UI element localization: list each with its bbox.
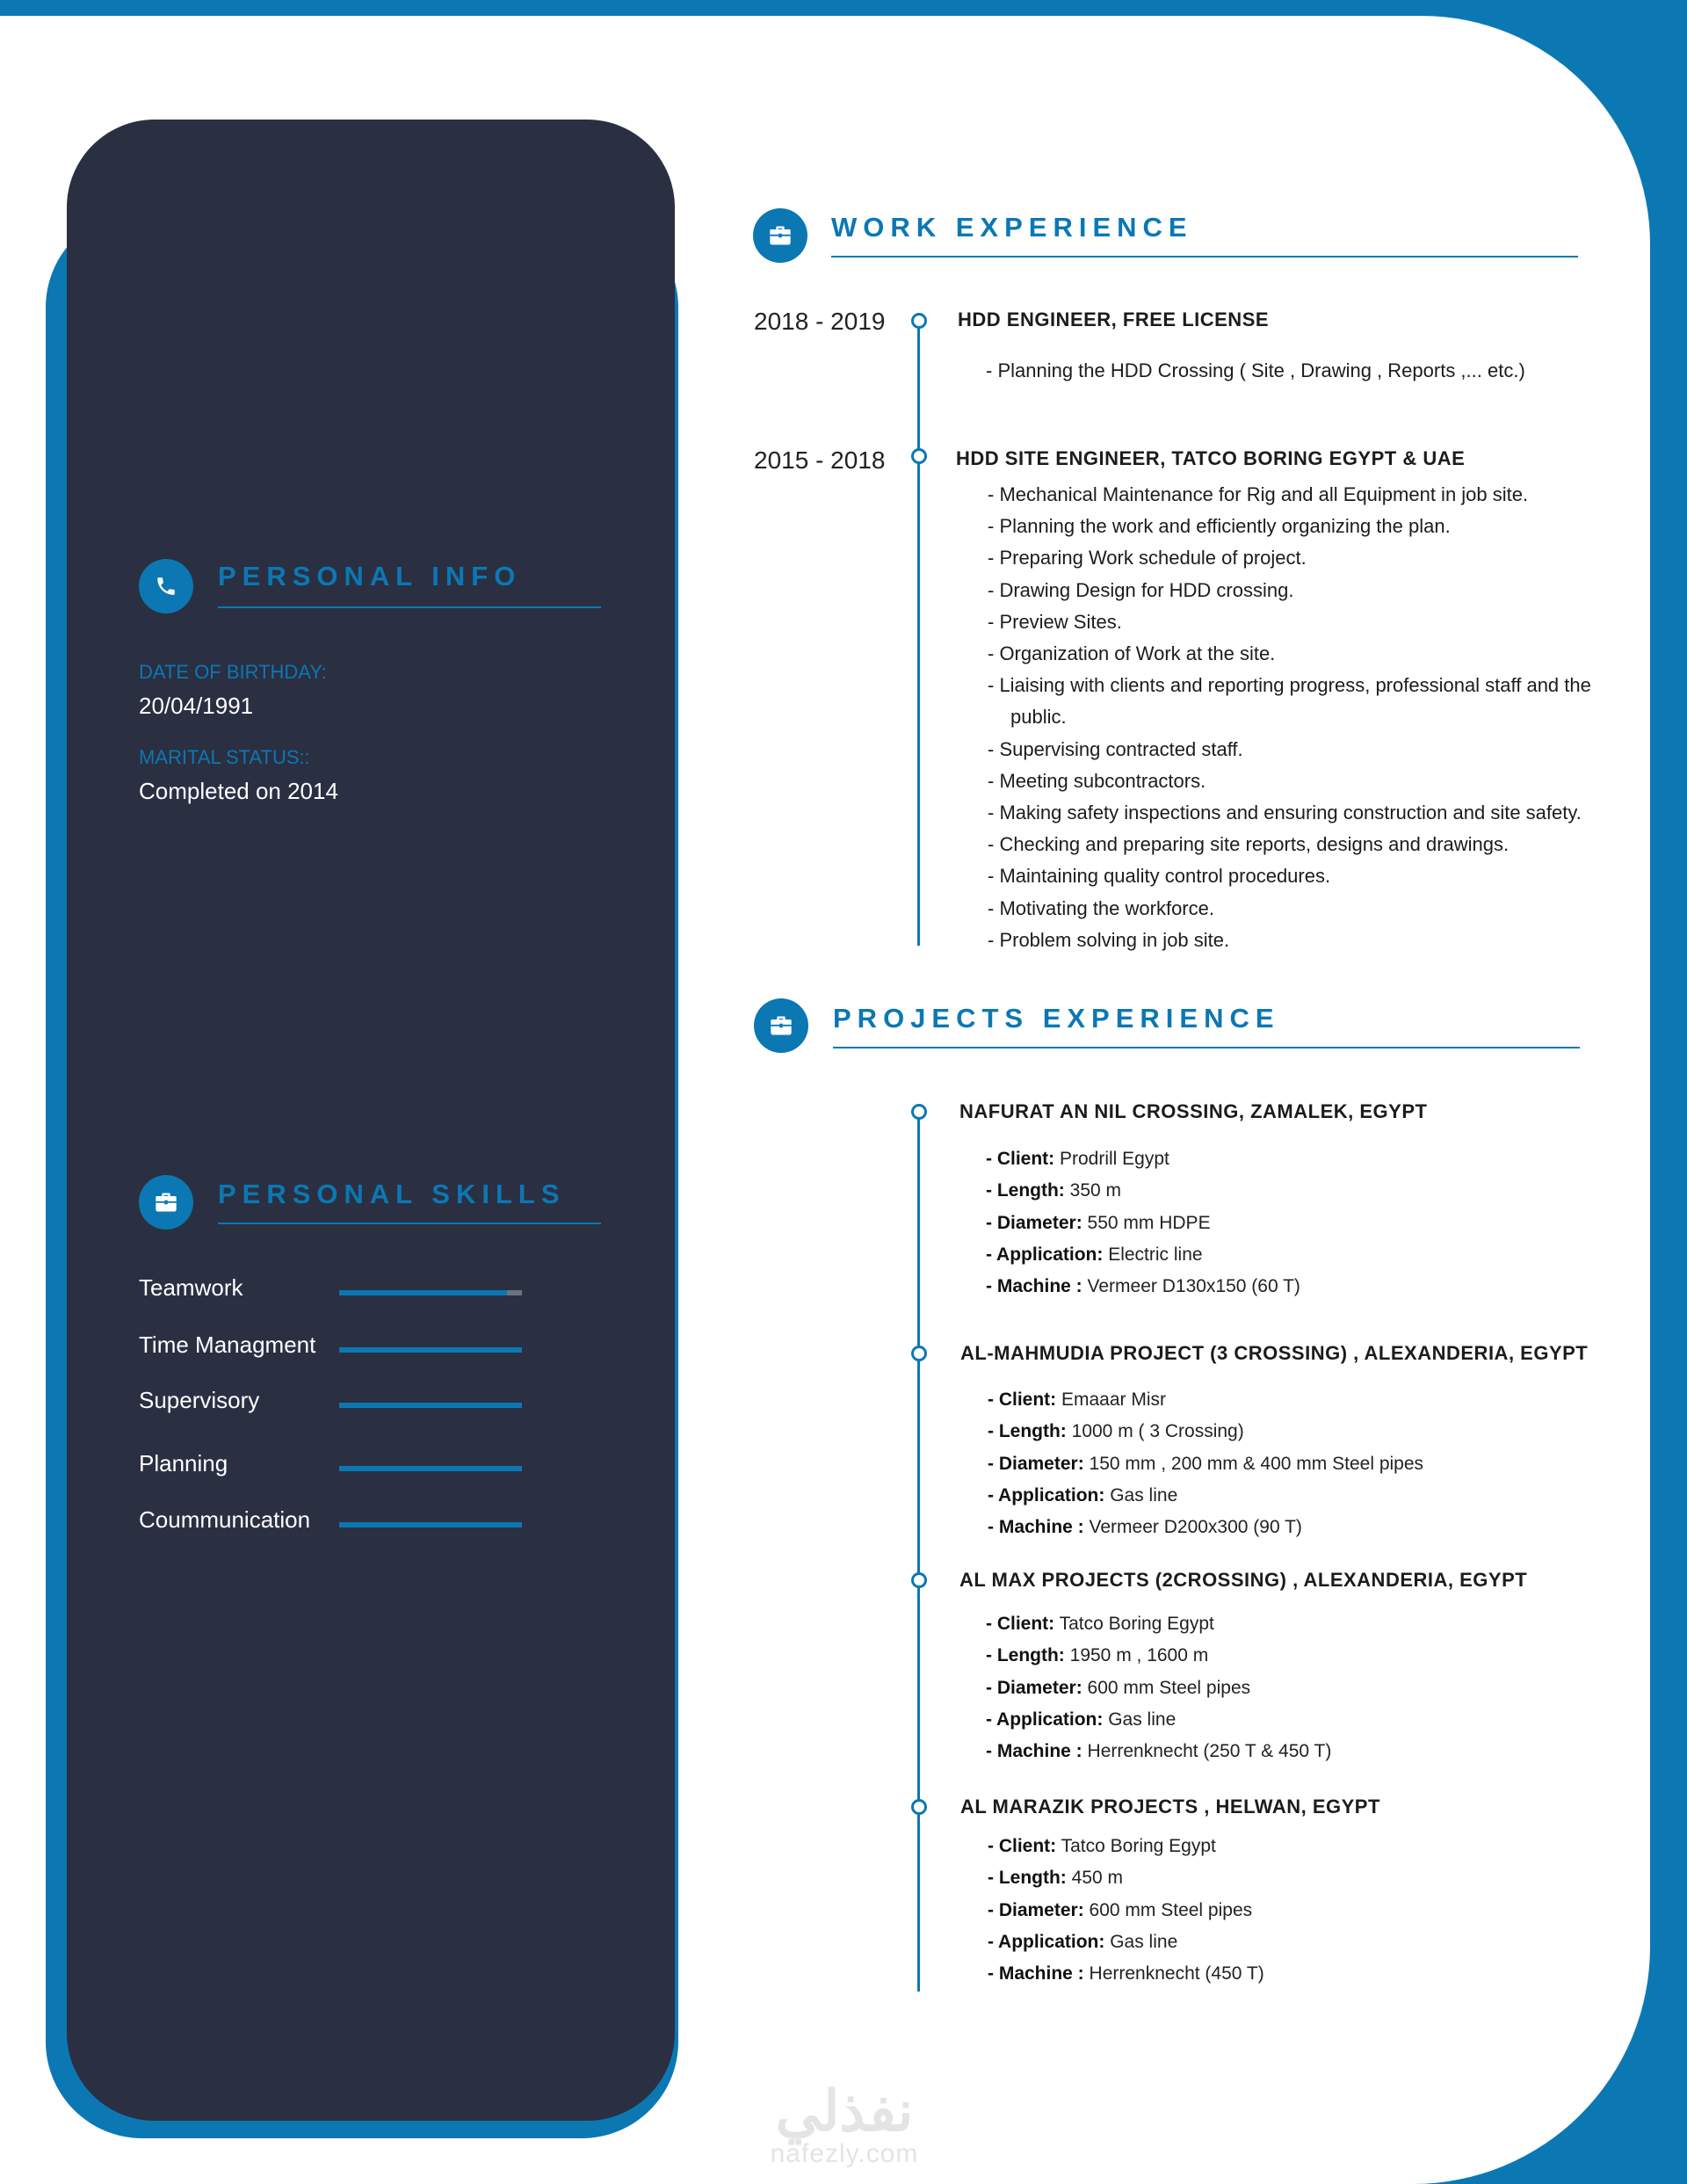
detail-label: - Client:	[988, 1389, 1057, 1410]
birthday-label: DATE OF BIRTHDAY:	[139, 661, 327, 683]
duty-item: - Mechanical Maintenance for Rig and all Equipment in job site.	[988, 483, 1529, 505]
job-years: 2018 - 2019	[754, 308, 886, 335]
detail-value: 150 mm , 200 mm & 400 mm Steel pipes	[1083, 1453, 1424, 1474]
detail-label: - Length:	[986, 1645, 1065, 1666]
duty-item: - Motivating the workforce.	[988, 896, 1214, 919]
skill-bar	[339, 1347, 522, 1353]
skill-name: Time Managment	[139, 1331, 316, 1358]
project-title: AL MARAZIK PROJECTS , HELWAN, EGYPT	[960, 1796, 1380, 1818]
detail-label: - Application:	[986, 1244, 1104, 1265]
marital-status-value: Completed on 2014	[139, 778, 338, 804]
detail-label: - Machine :	[988, 1517, 1084, 1538]
duty-item-continued	[988, 701, 1591, 733]
detail-value: 350 m	[1064, 1180, 1122, 1201]
duty-item: - Preparing Work schedule of project.	[988, 547, 1307, 570]
project-title: AL MAX PROJECTS (2CROSSING) , ALEXANDERIA, EGYPT	[959, 1569, 1528, 1591]
skill-bar	[339, 1403, 522, 1408]
detail-label: - Diameter:	[988, 1899, 1084, 1920]
project-detail	[986, 1143, 1300, 1175]
project-detail	[988, 1831, 1264, 1862]
work-experience-title: WORK EXPERIENCE	[831, 212, 1193, 243]
duty-item: - Preview Sites.	[988, 610, 1122, 633]
detail-value: Tatco Boring Egypt	[1056, 1836, 1216, 1856]
project-details	[986, 1143, 1300, 1302]
project-detail	[986, 1608, 1331, 1640]
duty-item: - Meeting subcontractors.	[988, 769, 1206, 792]
briefcase-icon	[139, 1175, 193, 1230]
duty-item: - Planning the HDD Crossing ( Site , Drawing , Reports ,... etc.)	[986, 359, 1525, 381]
timeline-dot	[911, 1799, 927, 1815]
detail-label: - Machine :	[988, 1963, 1084, 1984]
briefcase-icon	[754, 998, 808, 1053]
project-detail	[986, 1672, 1331, 1704]
detail-value: 550 mm HDPE	[1082, 1212, 1211, 1233]
skill-name: Teamwork	[139, 1274, 243, 1301]
duty-item: - Drawing Design for HDD crossing.	[988, 578, 1294, 601]
duty-item: - Problem solving in job site.	[988, 928, 1230, 951]
timeline-dot	[911, 1104, 927, 1120]
skill-row	[139, 1450, 543, 1485]
skill-name: Planning	[139, 1450, 228, 1477]
projects-experience-title: PROJECTS EXPERIENCE	[833, 1003, 1280, 1034]
project-detail	[986, 1239, 1300, 1271]
duty-item: - Liaising with clients and reporting progress, professional staff and the	[988, 674, 1591, 697]
detail-label: - Client:	[988, 1836, 1057, 1856]
marital-status-label: MARITAL STATUS::	[139, 746, 310, 768]
project-detail	[988, 1416, 1423, 1448]
project-detail	[988, 1512, 1423, 1543]
detail-value: Vermeer D200x300 (90 T)	[1083, 1517, 1302, 1538]
skill-row	[139, 1506, 543, 1542]
project-detail	[986, 1175, 1300, 1207]
duty-item: - Planning the work and efficiently organizing the plan.	[988, 515, 1451, 538]
skill-name: Coummunication	[139, 1506, 311, 1533]
skill-bar-fill	[339, 1347, 522, 1353]
detail-value: Vermeer D130x150 (60 T)	[1082, 1276, 1300, 1297]
project-detail	[986, 1271, 1300, 1302]
detail-label: - Machine :	[986, 1741, 1082, 1762]
phone-icon	[139, 559, 193, 613]
project-detail	[986, 1640, 1331, 1672]
detail-value: 450 m	[1066, 1868, 1124, 1889]
project-detail	[986, 1704, 1331, 1736]
project-detail	[988, 1958, 1264, 1990]
watermark	[752, 2079, 937, 2169]
job-title: HDD SITE ENGINEER, TATCO BORING EGYPT & UAE	[956, 447, 1466, 469]
duty-item: - Maintaining quality control procedures.	[988, 865, 1331, 888]
duty-item: - Checking and preparing site reports, designs and drawings.	[988, 833, 1510, 856]
project-detail	[988, 1862, 1264, 1894]
skill-name: Supervisory	[139, 1387, 260, 1413]
detail-value: Gas line	[1103, 1709, 1177, 1730]
skill-row	[139, 1387, 543, 1422]
projects-experience-rule	[833, 1047, 1580, 1048]
project-detail	[988, 1448, 1423, 1480]
duty-item: - Organization of Work at the site.	[988, 642, 1276, 665]
project-title: NAFURAT AN NIL CROSSING, ZAMALEK, EGYPT	[959, 1100, 1428, 1122]
projects-timeline	[917, 1111, 920, 1992]
watermark-latin: nafezly.com	[770, 2139, 919, 2168]
detail-value: 1000 m ( 3 Crossing)	[1066, 1421, 1244, 1442]
detail-label: - Diameter:	[988, 1453, 1084, 1474]
sidebar-panel	[67, 120, 675, 2121]
detail-value: Gas line	[1104, 1931, 1178, 1952]
detail-value: Gas line	[1104, 1484, 1178, 1506]
detail-label: - Client:	[986, 1614, 1055, 1634]
skill-bar-fill	[339, 1290, 507, 1295]
skill-row	[139, 1274, 543, 1310]
detail-value: Emaaar Misr	[1056, 1389, 1167, 1410]
project-details	[986, 1608, 1331, 1767]
detail-label: - Client:	[986, 1149, 1055, 1169]
project-detail	[988, 1895, 1264, 1926]
project-title: AL-MAHMUDIA PROJECT (3 CROSSING) , ALEXANDERIA, EGYPT	[960, 1342, 1589, 1364]
personal-skills-title: PERSONAL SKILLS	[218, 1179, 566, 1209]
skill-bar-fill	[339, 1466, 522, 1471]
project-detail	[988, 1384, 1423, 1416]
project-details	[988, 1831, 1264, 1990]
skill-row	[139, 1331, 543, 1367]
skill-bar	[339, 1466, 522, 1471]
personal-info-title: PERSONAL INFO	[218, 561, 522, 591]
timeline-dot	[911, 1572, 927, 1588]
duty-item: - Supervising contracted staff.	[988, 737, 1243, 760]
project-detail	[988, 1480, 1423, 1512]
work-timeline	[917, 322, 920, 946]
detail-value: Prodrill Egypt	[1054, 1149, 1169, 1169]
watermark-arabic: نفذلي	[775, 2079, 914, 2143]
job-title: HDD ENGINEER, FREE LICENSE	[958, 308, 1270, 330]
detail-value: 600 mm Steel pipes	[1083, 1899, 1253, 1920]
personal-skills-rule	[218, 1223, 601, 1224]
detail-label: - Application:	[988, 1484, 1105, 1506]
project-details	[988, 1384, 1423, 1543]
skill-bar-fill	[339, 1522, 522, 1527]
skill-bar-fill	[339, 1403, 522, 1408]
job-duties	[988, 479, 1591, 956]
duty-item: - Making safety inspections and ensuring construction and site safety.	[988, 802, 1582, 824]
detail-value: 600 mm Steel pipes	[1082, 1677, 1251, 1698]
personal-info-rule	[218, 606, 601, 608]
detail-value: Herrenknecht (250 T & 450 T)	[1082, 1741, 1332, 1762]
detail-value: Electric line	[1103, 1244, 1203, 1265]
skill-bar	[339, 1290, 522, 1295]
detail-label: - Machine :	[986, 1276, 1082, 1297]
detail-value: Tatco Boring Egypt	[1054, 1614, 1214, 1634]
job-duties	[986, 355, 1525, 387]
timeline-dot	[911, 448, 927, 464]
briefcase-icon	[753, 208, 807, 263]
detail-label: - Length:	[988, 1421, 1067, 1442]
project-detail	[986, 1736, 1331, 1767]
timeline-dot	[911, 1346, 927, 1361]
detail-label: - Application:	[986, 1709, 1104, 1730]
project-detail	[986, 1208, 1300, 1239]
detail-label: - Length:	[986, 1180, 1065, 1201]
detail-label: - Application:	[988, 1931, 1105, 1952]
detail-label: - Diameter:	[986, 1212, 1082, 1233]
detail-label: - Length:	[988, 1868, 1067, 1889]
detail-label: - Diameter:	[986, 1677, 1082, 1698]
skill-bar	[339, 1522, 522, 1527]
detail-value: Herrenknecht (450 T)	[1083, 1963, 1264, 1984]
job-years: 2015 - 2018	[754, 446, 886, 474]
detail-value: 1950 m , 1600 m	[1064, 1645, 1209, 1666]
project-detail	[988, 1926, 1264, 1958]
work-experience-rule	[831, 256, 1578, 258]
duty-item-continuation: public.	[1010, 706, 1067, 729]
birthday-value: 20/04/1991	[139, 693, 254, 719]
timeline-dot	[911, 313, 927, 329]
